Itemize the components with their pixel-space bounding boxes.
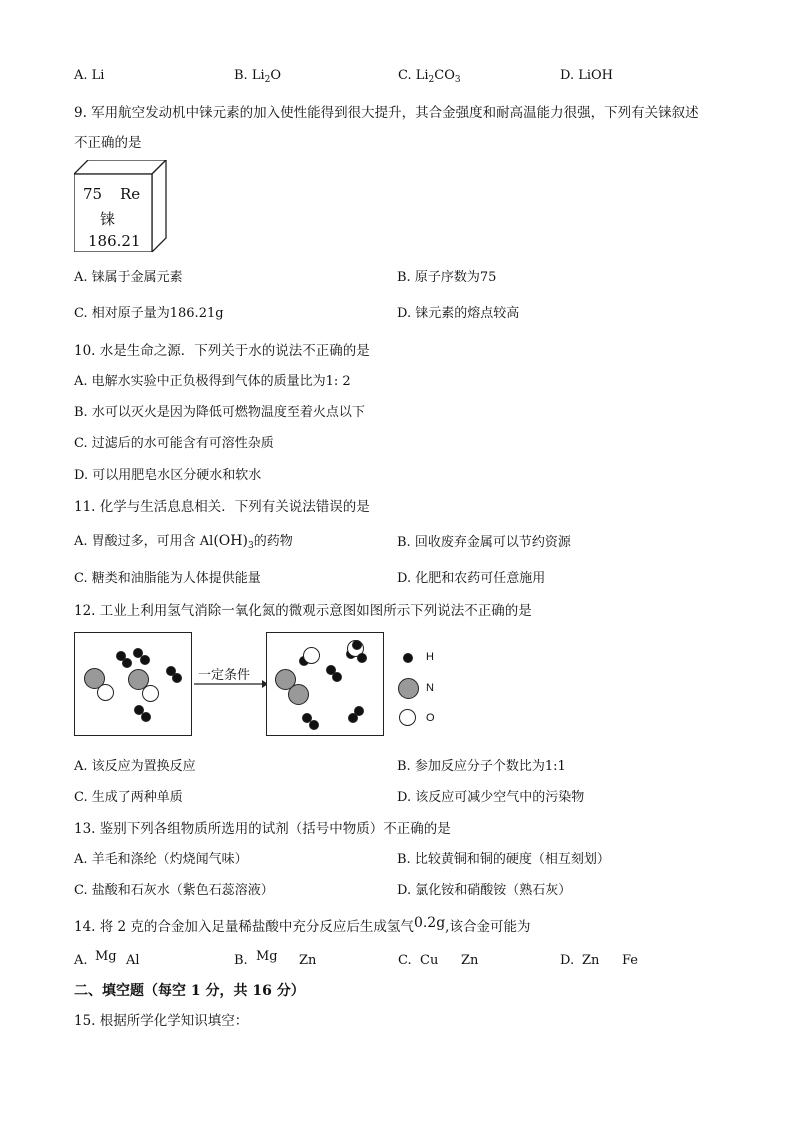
q14-option-b-metal1: Mg — [256, 949, 278, 964]
legend-oxygen-icon — [399, 709, 416, 726]
q11-option-b: B. 回收废弃金属可以节约资源 — [397, 535, 571, 550]
q15-stem: 15. 根据所学化学知识填空： — [74, 1013, 249, 1029]
element-atomic-number: 75 — [83, 185, 103, 203]
q14-option-d-label: D. — [560, 953, 575, 968]
q14-stem: 14. 将 2 克的合金加入足量稀盐酸中充分反应后生成氢气0.2g,该合金可能为 — [74, 915, 531, 935]
q14-option-d-metal1: Zn — [582, 953, 600, 968]
legend-n-label: N — [426, 682, 434, 694]
q13-option-c: C. 盐酸和石灰水（紫色石蕊溶液） — [74, 883, 274, 898]
q14-option-b-label: B. — [234, 953, 248, 968]
q10-stem: 10. 水是生命之源．下列关于水的说法不正确的是 — [74, 343, 370, 359]
reaction-condition: 一定条件 — [198, 664, 250, 683]
q12-option-a: A. 该反应为置换反应 — [74, 759, 196, 774]
q10-option-d: D. 可以用肥皂水区分硬水和软水 — [74, 468, 262, 483]
q10-option-a: A. 电解水实验中正负极得到气体的质量比为1: 2 — [74, 374, 351, 389]
q13-stem: 13. 鉴别下列各组物质所选用的试剂（括号中物质）不正确的是 — [74, 821, 451, 837]
element-card-rhenium — [74, 160, 168, 252]
q8-option-c: C. $Li_2CO_3$ — [398, 68, 461, 85]
legend-h-label: H — [426, 651, 434, 663]
q14-option-b-metal2: Zn — [299, 953, 317, 968]
q9-option-c: C. 相对原子量为186.21g — [74, 306, 224, 321]
q12-option-b: B. 参加反应分子个数比为1:1 — [397, 759, 566, 774]
products-box — [266, 632, 384, 736]
legend-o-label: O — [426, 712, 435, 724]
element-symbol: Re — [120, 185, 141, 203]
q9-stem-line2: 不正确的是 — [74, 135, 142, 151]
q9-option-b: B. 原子序数为75 — [397, 270, 497, 285]
q12-stem: 12. 工业上利用氢气消除一氧化氮的微观示意图如图所示下列说法不正确的是 — [74, 603, 532, 619]
q14-option-a-metal1: Mg — [95, 949, 117, 964]
q8-option-a: A. Li — [74, 68, 105, 83]
legend-hydrogen-icon — [403, 653, 413, 663]
q11-stem: 11. 化学与生活息息相关．下列有关说法错误的是 — [74, 499, 370, 515]
reactants-box — [74, 632, 192, 736]
q10-option-c: C. 过滤后的水可能含有可溶性杂质 — [74, 436, 274, 451]
q11-option-c: C. 糖类和油脂能为人体提供能量 — [74, 571, 261, 586]
q14-option-c-metal1: Cu — [420, 953, 439, 968]
element-name: 铼 — [100, 210, 116, 228]
q9-option-a: A. 铼属于金属元素 — [74, 270, 183, 285]
q8-option-b: B. $Li_2O$ — [234, 68, 282, 85]
element-mass: 186.21 — [88, 232, 141, 250]
q9-stem-line1: 9. 军用航空发动机中铼元素的加入使性能得到很大提升，其合金强度和耐高温能力很强，下列有关铼叙述 — [74, 105, 699, 121]
q10-option-b: B. 水可以灭火是因为降低可燃物温度至着火点以下 — [74, 405, 365, 420]
q14-option-c-label: C. — [398, 953, 412, 968]
legend-nitrogen-icon — [398, 678, 419, 699]
q8-option-d: D. LiOH — [560, 68, 614, 83]
q14-option-a-label: A. — [74, 953, 88, 968]
q13-option-d: D. 氯化铵和硝酸铵（熟石灰） — [397, 883, 572, 898]
q9-option-d: D. 铼元素的熔点较高 — [397, 306, 520, 321]
q14-option-a-metal2: Al — [126, 953, 140, 968]
q11-option-d: D. 化肥和农药可任意施用 — [397, 571, 546, 586]
q11-option-a: A. 胃酸过多，可用含 $Al(OH)_3$的药物 — [74, 533, 293, 551]
q12-option-c: C. 生成了两种单质 — [74, 790, 183, 805]
q12-option-d: D. 该反应可减少空气中的污染物 — [397, 790, 585, 805]
q13-option-b: B. 比较黄铜和铜的硬度（相互刻划） — [397, 852, 610, 867]
q14-option-c-metal2: Zn — [461, 953, 479, 968]
q13-option-a: A. 羊毛和涤纶（灼烧闻气味） — [74, 852, 248, 867]
section-heading-fill-in: 二、填空题（每空 1 分，共 16 分） — [74, 983, 305, 999]
q14-option-d-metal2: Fe — [622, 953, 639, 968]
